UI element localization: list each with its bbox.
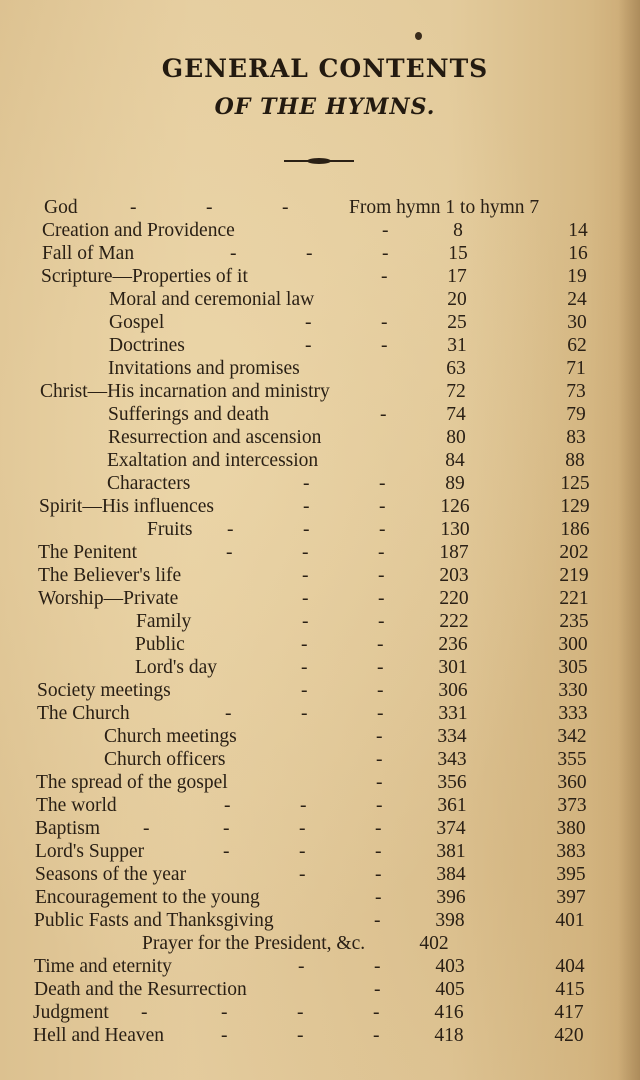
leader-dash: -	[377, 703, 384, 724]
hymn-from-number: 220	[439, 588, 469, 609]
hymn-from-number: 301	[438, 657, 468, 678]
leader-dash: -	[226, 542, 233, 563]
hymn-from-number: 356	[437, 772, 467, 793]
leader-dash: -	[302, 565, 309, 586]
hymn-to-number: 420	[554, 1025, 584, 1046]
leader-dash: -	[302, 588, 309, 609]
toc-row	[0, 449, 640, 472]
toc-entry-label: Family	[136, 611, 192, 632]
hymn-from-number: 80	[446, 427, 466, 448]
leader-dash: -	[375, 887, 382, 908]
toc-entry-label: Church meetings	[104, 726, 237, 747]
leader-dash: -	[302, 542, 309, 563]
hymn-to-number: 186	[560, 519, 590, 540]
hymn-to-number: 401	[555, 910, 585, 931]
toc-entry-label: Spirit—His influences	[39, 496, 214, 517]
leader-dash: -	[224, 795, 231, 816]
hymn-from-number: 15	[448, 243, 468, 264]
toc-row	[0, 1024, 640, 1047]
leader-dash: -	[377, 634, 384, 655]
hymn-from-number: 331	[438, 703, 468, 724]
hymn-to-number: 330	[558, 680, 588, 701]
leader-dash: -	[143, 818, 150, 839]
toc-entry-label: Exaltation and intercession	[107, 450, 319, 471]
contents-table	[0, 196, 640, 1047]
leader-dash: -	[378, 542, 385, 563]
leader-dash: -	[378, 611, 385, 632]
leader-dash: -	[375, 864, 382, 885]
toc-row	[0, 886, 640, 909]
hymn-from-number: 334	[437, 726, 467, 747]
leader-dash: -	[299, 864, 306, 885]
hymn-to-number: 360	[557, 772, 587, 793]
toc-row	[0, 656, 640, 679]
toc-row	[0, 357, 640, 380]
toc-entry-label: Resurrection and ascension	[108, 427, 322, 448]
toc-entry-label: Lord's Supper	[35, 841, 145, 862]
hymn-to-number: 417	[554, 1002, 584, 1023]
toc-row	[0, 725, 640, 748]
leader-dash: -	[298, 956, 305, 977]
leader-dash: -	[306, 243, 313, 264]
hymn-to-number: 221	[559, 588, 589, 609]
toc-row	[0, 1001, 640, 1024]
hymn-from-number: 418	[434, 1025, 464, 1046]
toc-row	[0, 495, 640, 518]
leader-dash: -	[380, 404, 387, 425]
toc-row	[0, 978, 640, 1001]
toc-entry-label: Moral and ceremonial law	[109, 289, 315, 310]
leader-dash: -	[381, 335, 388, 356]
hymn-to-number: 83	[566, 427, 586, 448]
toc-entry-label: Sufferings and death	[108, 404, 270, 425]
toc-entry-label: The Church	[37, 703, 130, 724]
toc-row	[0, 702, 640, 725]
leader-dash: -	[300, 795, 307, 816]
hymn-to-number: 380	[556, 818, 586, 839]
hymn-from-number: 31	[447, 335, 467, 356]
hymn-to-number: 383	[556, 841, 586, 862]
leader-dash: -	[376, 726, 383, 747]
hymn-from-number: 396	[436, 887, 466, 908]
hymn-to-number: 219	[559, 565, 589, 586]
toc-entry-label: Public Fasts and Thanksgiving	[34, 910, 274, 931]
toc-entry-label: Encouragement to the young	[35, 887, 260, 908]
toc-row	[0, 863, 640, 886]
toc-row	[0, 633, 640, 656]
hymn-from-number: 84	[445, 450, 465, 471]
leader-dash: -	[381, 312, 388, 333]
toc-row	[0, 932, 640, 955]
leader-dash: -	[221, 1002, 228, 1023]
hymn-from-number: 403	[435, 956, 465, 977]
leader-dash: -	[130, 197, 137, 218]
hymn-to-number: 415	[555, 979, 585, 1000]
hymn-from-number: 20	[447, 289, 467, 310]
leader-dash: -	[301, 634, 308, 655]
leader-dash: -	[227, 519, 234, 540]
leader-dash: -	[221, 1025, 228, 1046]
leader-dash: -	[225, 703, 232, 724]
leader-dash: -	[381, 266, 388, 287]
toc-row	[0, 840, 640, 863]
toc-row	[0, 564, 640, 587]
hymn-from-number: 89	[445, 473, 465, 494]
hymn-to-number: 125	[560, 473, 590, 494]
toc-row	[0, 426, 640, 449]
toc-row	[0, 587, 640, 610]
hymn-to-number: 355	[557, 749, 587, 770]
hymn-from-number: 381	[436, 841, 466, 862]
toc-entry-label: Society meetings	[37, 680, 171, 701]
toc-row	[0, 380, 640, 403]
toc-row	[0, 817, 640, 840]
toc-row	[0, 771, 640, 794]
toc-entry-label: Fruits	[147, 519, 193, 540]
toc-entry-label: Gospel	[109, 312, 165, 333]
hymn-from-number: 126	[440, 496, 470, 517]
hymn-to-number: 14	[568, 220, 588, 241]
leader-dash: -	[379, 519, 386, 540]
leader-dash: -	[379, 473, 386, 494]
toc-entry-label: Baptism	[35, 818, 101, 839]
toc-row	[0, 541, 640, 564]
hymn-from-number: 343	[437, 749, 467, 770]
toc-entry-label: The Penitent	[38, 542, 138, 563]
hymn-to-number: 342	[557, 726, 587, 747]
hymn-from-number: 374	[436, 818, 466, 839]
leader-dash: -	[282, 197, 289, 218]
hymn-to-number: 19	[567, 266, 587, 287]
hymn-to-number: 73	[566, 381, 586, 402]
hymn-to-number: 300	[558, 634, 588, 655]
leader-dash: -	[301, 680, 308, 701]
toc-entry-label: Church officers	[104, 749, 226, 770]
toc-row	[0, 472, 640, 495]
leader-dash: -	[301, 703, 308, 724]
toc-row	[0, 748, 640, 771]
hymn-to-number: 79	[566, 404, 586, 425]
hymn-to-number: 395	[556, 864, 586, 885]
leader-dash: -	[382, 220, 389, 241]
toc-entry-label: Worship—Private	[38, 588, 179, 609]
toc-row	[0, 265, 640, 288]
hymn-from-number: 236	[438, 634, 468, 655]
toc-entry-label: God	[44, 197, 78, 218]
toc-entry-label: The Believer's life	[38, 565, 182, 586]
ink-mark	[415, 32, 422, 40]
leader-dash: -	[379, 496, 386, 517]
toc-row	[0, 311, 640, 334]
leader-dash: -	[297, 1025, 304, 1046]
toc-row	[0, 242, 640, 265]
leader-dash: -	[376, 772, 383, 793]
hymn-from-number: 187	[439, 542, 469, 563]
hymn-to-number: 62	[567, 335, 587, 356]
toc-row	[0, 794, 640, 817]
leader-dash: -	[377, 657, 384, 678]
hymn-from-number: 8	[453, 220, 463, 241]
hymn-to-number: 129	[560, 496, 590, 517]
leader-dash: -	[382, 243, 389, 264]
hymn-from-number: 130	[440, 519, 470, 540]
toc-row	[0, 219, 640, 242]
leader-dash: -	[299, 818, 306, 839]
toc-entry-label: Characters	[107, 473, 191, 494]
toc-row	[0, 334, 640, 357]
toc-entry-label: Hell and Heaven	[33, 1025, 165, 1046]
hymn-from-number: 25	[447, 312, 467, 333]
hymn-to-number: 235	[559, 611, 589, 632]
leader-dash: -	[375, 841, 382, 862]
toc-entry-label: Christ—His incarnation and ministry	[40, 381, 330, 402]
leader-dash: -	[305, 312, 312, 333]
hymn-from-number: 405	[435, 979, 465, 1000]
leader-dash: -	[230, 243, 237, 264]
page-subtitle: OF THE HYMNS.	[214, 94, 436, 120]
toc-row	[0, 679, 640, 702]
leader-dash: -	[305, 335, 312, 356]
hymn-from-number: 74	[446, 404, 466, 425]
hymn-from-number: 416	[434, 1002, 464, 1023]
toc-entry-label: Time and eternity	[34, 956, 172, 977]
hymn-from-number: 17	[447, 266, 467, 287]
hymn-to-number: 305	[558, 657, 588, 678]
toc-entry-label: Invitations and promises	[108, 358, 300, 379]
toc-entry-label: Death and the Resurrection	[34, 979, 247, 1000]
toc-entry-label: Creation and Providence	[42, 220, 235, 241]
hymn-to-number: 71	[566, 358, 586, 379]
toc-row	[0, 955, 640, 978]
toc-row	[0, 518, 640, 541]
toc-entry-label: Public	[135, 634, 185, 655]
leader-dash: -	[373, 1025, 380, 1046]
leader-dash: -	[141, 1002, 148, 1023]
toc-row	[0, 288, 640, 311]
toc-entry-label: Lord's day	[135, 657, 218, 678]
hymn-from-number: 203	[439, 565, 469, 586]
toc-entry-label: The world	[36, 795, 117, 816]
toc-row	[0, 909, 640, 932]
ornament-divider	[284, 158, 354, 164]
toc-row	[0, 403, 640, 426]
hymn-from-number: 402	[419, 933, 449, 954]
toc-entry-label: Scripture—Properties of it	[41, 266, 248, 287]
hymn-from-number: 306	[438, 680, 468, 701]
toc-entry-label: Judgment	[33, 1002, 109, 1023]
leader-dash: -	[303, 496, 310, 517]
leader-dash: -	[377, 680, 384, 701]
leader-dash: -	[373, 1002, 380, 1023]
toc-row	[0, 610, 640, 633]
hymn-from-number: 63	[446, 358, 466, 379]
hymn-to-number: 397	[556, 887, 586, 908]
hymn-to-number: 202	[559, 542, 589, 563]
hymn-to-number: 88	[565, 450, 585, 471]
toc-row-header	[0, 196, 640, 219]
hymn-from-number: 384	[436, 864, 466, 885]
leader-dash: -	[206, 197, 213, 218]
hymn-to-number: 333	[558, 703, 588, 724]
leader-dash: -	[374, 910, 381, 931]
toc-entry-label: The spread of the gospel	[36, 772, 228, 793]
hymn-to-number: 30	[567, 312, 587, 333]
hymn-from-number: 398	[435, 910, 465, 931]
leader-dash: -	[374, 956, 381, 977]
hymn-to-number: 404	[555, 956, 585, 977]
leader-dash: -	[376, 795, 383, 816]
leader-dash: -	[297, 1002, 304, 1023]
leader-dash: -	[299, 841, 306, 862]
leader-dash: -	[302, 611, 309, 632]
toc-entry-label: Prayer for the President, &c.	[142, 933, 366, 954]
leader-dash: -	[375, 818, 382, 839]
hymn-from-number: 222	[439, 611, 469, 632]
toc-entry-label: Fall of Man	[42, 243, 135, 264]
toc-entry-label: Seasons of the year	[35, 864, 187, 885]
leader-dash: -	[374, 979, 381, 1000]
leader-dash: -	[223, 841, 230, 862]
hymn-to-number: 373	[557, 795, 587, 816]
hymn-from-number: 72	[446, 381, 466, 402]
leader-dash: -	[301, 657, 308, 678]
page-title: GENERAL CONTENTS	[161, 54, 489, 83]
toc-entry-label: Doctrines	[109, 335, 185, 356]
leader-dash: -	[303, 519, 310, 540]
hymn-to-number: 16	[568, 243, 588, 264]
hymn-from-number: 361	[437, 795, 467, 816]
leader-dash: -	[223, 818, 230, 839]
leader-dash: -	[303, 473, 310, 494]
leader-dash: -	[376, 749, 383, 770]
hymn-to-number: 24	[567, 289, 587, 310]
leader-dash: -	[378, 565, 385, 586]
hymn-range-text: From hymn 1 to hymn 7	[349, 197, 540, 218]
leader-dash: -	[378, 588, 385, 609]
